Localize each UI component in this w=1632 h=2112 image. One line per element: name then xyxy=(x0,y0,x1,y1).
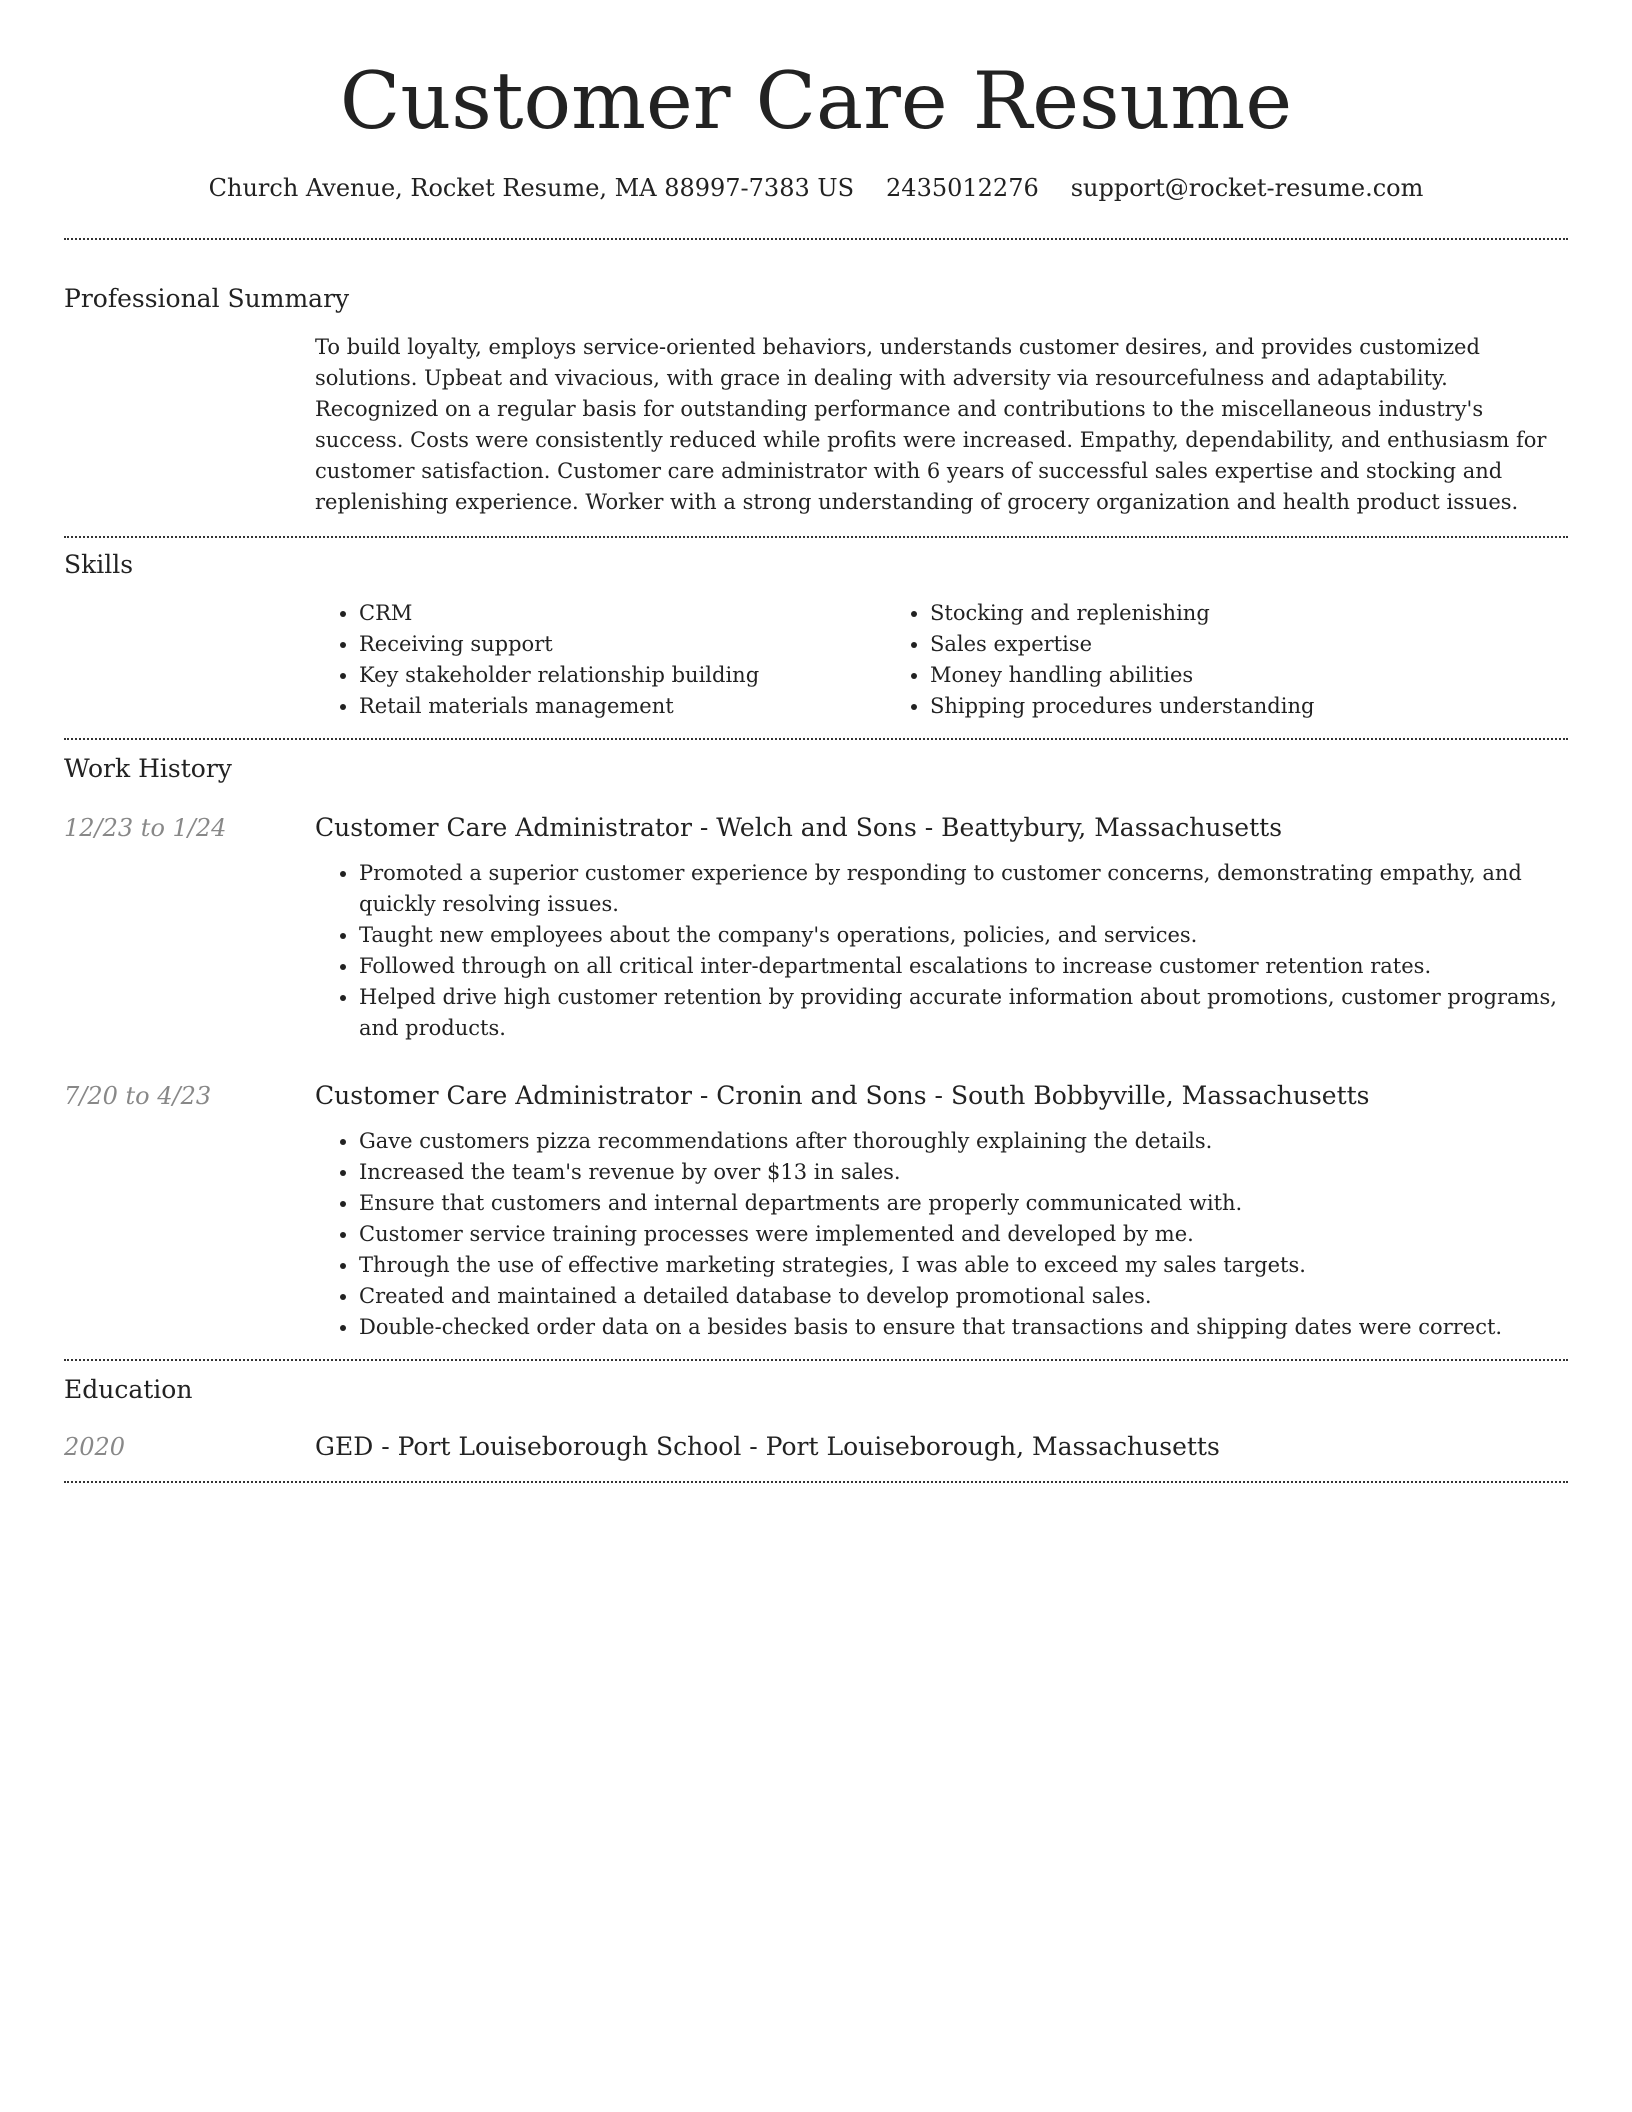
section-heading-summary: Professional Summary xyxy=(64,284,350,313)
job-bullet: • Taught new employees about the company's operations, policies, and services. xyxy=(359,920,1568,951)
job-body xyxy=(315,812,1568,1044)
skill-item: • Money handling abilities xyxy=(930,660,1568,691)
job-entry xyxy=(64,812,1568,1044)
section-heading-skills: Skills xyxy=(64,550,134,579)
job-dates: 12/23 to 1/24 xyxy=(64,814,227,842)
education-date: 2020 xyxy=(64,1433,126,1461)
summary-text: To build loyalty, employs service-oriented behaviors, understands customer desires, and provides customized solutions. Upbeat and vivacious, with grace in dealing with adversity via resourcefulness and adaptability. Recognized on a regular basis for outstanding performance and contributions to the miscellaneous industry's success. Costs were consistently reduced while profits were increased. Empathy, dependability, and enthusiasm for customer satisfaction. Customer care administrator with 6 years of successful sales expertise and stocking and replenishing experience. Worker with a strong understanding of grocery organization and health product issues. xyxy=(315,335,1547,514)
skill-item: • Sales expertise xyxy=(930,629,1568,660)
job-bullet: • Double-checked order data on a besides basis to ensure that transactions and shipping dates were correct. xyxy=(359,1312,1568,1343)
job-bullet: • Increased the team's revenue by over $13 in sales. xyxy=(359,1157,1568,1188)
education-heading: GED - Port Louiseborough School - Port Louiseborough, Massachusetts xyxy=(315,1432,1220,1461)
job-heading xyxy=(315,812,1568,844)
job-bullet: • Created and maintained a detailed database to develop promotional sales. xyxy=(359,1281,1568,1312)
resume-name: Customer Care Resume xyxy=(339,55,1293,147)
divider xyxy=(64,1359,1568,1361)
skill-item: • Key stakeholder relationship building xyxy=(359,660,886,691)
job-bullet: • Followed through on all critical inter-departmental escalations to increase customer retention rates. xyxy=(359,951,1568,982)
job-details: - Welch and Sons - Beattybury, Massachusetts xyxy=(691,813,1283,842)
skill-item: • Receiving support xyxy=(359,629,886,660)
job-bullet: • Promoted a superior customer experience by responding to customer concerns, demonstrating empathy, and quickly resolving issues. xyxy=(359,858,1568,920)
job-bullet: • Through the use of effective marketing strategies, I was able to exceed my sales targets. xyxy=(359,1250,1568,1281)
skills-column-1 xyxy=(315,598,886,722)
skill-item: • Shipping procedures understanding xyxy=(930,691,1568,722)
skill-item: • Stocking and replenishing xyxy=(930,598,1568,629)
contact-phone: 2435012276 xyxy=(886,174,1039,202)
job-entry xyxy=(64,1080,1568,1343)
job-heading xyxy=(315,1080,1568,1112)
job-details: - Cronin and Sons - South Bobbyville, Massachusetts xyxy=(691,1081,1370,1110)
skills-column-2 xyxy=(886,598,1568,722)
divider xyxy=(64,536,1568,538)
job-bullet: • Customer service training processes were implemented and developed by me. xyxy=(359,1219,1568,1250)
divider xyxy=(64,738,1568,740)
section-heading-work: Work History xyxy=(64,754,232,783)
contact-address: Church Avenue, Rocket Resume, MA 88997-7383 US xyxy=(208,174,855,202)
job-bullet: • Ensure that customers and internal departments are properly communicated with. xyxy=(359,1188,1568,1219)
divider xyxy=(64,1481,1568,1483)
job-title: Customer Care Administrator xyxy=(315,813,692,842)
job-bullets xyxy=(315,1126,1568,1343)
skill-item: • Retail materials management xyxy=(359,691,886,722)
contact-line xyxy=(64,172,1568,204)
job-dates: 7/20 to 4/23 xyxy=(64,1082,212,1110)
education-entry xyxy=(64,1431,1568,1463)
skill-item: • CRM xyxy=(359,598,886,629)
job-bullet: • Helped drive high customer retention by providing accurate information about promotions, customer programs, and products. xyxy=(359,982,1568,1044)
job-bullets xyxy=(315,858,1568,1044)
section-heading-education: Education xyxy=(64,1375,193,1404)
job-bullet: • Gave customers pizza recommendations after thoroughly explaining the details. xyxy=(359,1126,1568,1157)
divider xyxy=(64,238,1568,240)
skills-list xyxy=(315,598,1568,722)
job-title: Customer Care Administrator xyxy=(315,1081,692,1110)
education-body xyxy=(315,1431,1568,1463)
contact-email: support@rocket-resume.com xyxy=(1070,174,1424,202)
job-body xyxy=(315,1080,1568,1343)
